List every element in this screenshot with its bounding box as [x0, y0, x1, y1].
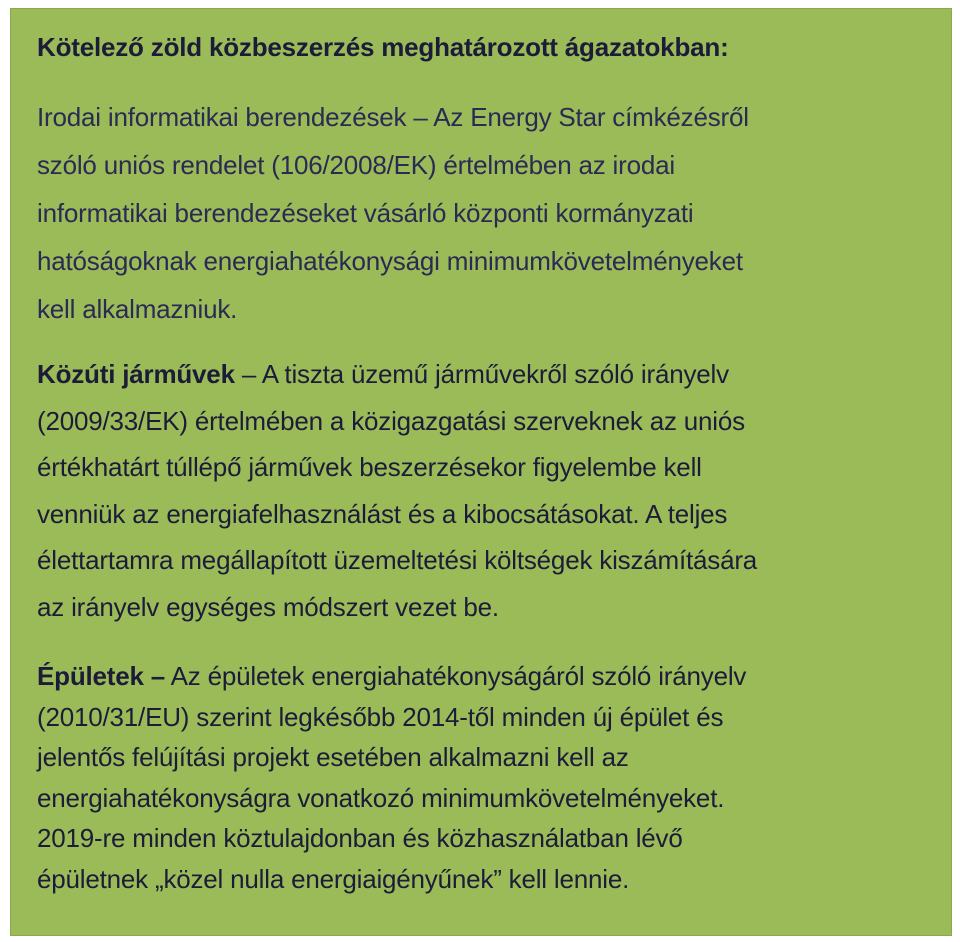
paragraph-title-buildings: Épületek –: [37, 661, 166, 691]
paragraph-line: informatikai berendezéseket vásárló központi kormányzati: [37, 198, 694, 228]
paragraph-line: kell alkalmazniuk.: [37, 294, 238, 324]
paragraph-line: 2019-re minden köztulajdonban és közhasználatban lévő: [37, 823, 683, 853]
paragraph-line: Irodai informatikai berendezések – Az Energy Star címkézésről: [37, 102, 749, 132]
panel-heading: Kötelező zöld közbeszerzés meghatározott ágazatokban:: [37, 32, 729, 62]
paragraph-line: az irányelv egységes módszert vezet be.: [37, 591, 499, 622]
paragraph-vehicles: [37, 351, 937, 630]
paragraph-line: energiahatékonyságra vonatkozó minimumkövetelményeket.: [37, 782, 725, 813]
paragraph-line: épületnek „közel nulla energiaigényűnek” kell lennie.: [37, 863, 630, 894]
paragraph-buildings: [37, 656, 937, 899]
paragraph-line-rest: – A tiszta üzemű járművekről szóló irányelv: [234, 359, 729, 389]
paragraph-line: hatóságoknak energiahatékonysági minimumkövetelményeket: [37, 246, 743, 276]
paragraph-line: jelentős felújítási projekt esetében alkalmazni kell az: [37, 742, 629, 772]
paragraph-line: venniük az energiafelhasználást és a kibocsátásokat. A teljes: [37, 498, 728, 529]
paragraph-line: élettartamra megállapított üzemeltetési költségek kiszámítására: [37, 545, 758, 575]
panel-text: [37, 25, 937, 899]
paragraph-first-line: [37, 656, 937, 697]
paragraph-line: (2009/33/EK) értelmében a közigazgatási szerveknek az uniós: [37, 405, 745, 436]
paragraph-line: értékhatárt túllépő járművek beszerzésekor figyelembe kell: [37, 452, 702, 482]
paragraph-line: (2010/31/EU) szerint legkésőbb 2014-től minden új épület és: [37, 701, 724, 732]
paragraph-office-it: [37, 93, 937, 333]
paragraph-title-vehicles: Közúti járművek: [37, 359, 235, 389]
paragraph-line: szóló uniós rendelet (106/2008/EK) értelmében az irodai: [37, 150, 675, 180]
paragraph-line-rest: Az épületek energiahatékonyságáról szóló irányelv: [165, 661, 747, 691]
paragraph-first-line: [37, 351, 937, 398]
green-info-panel: [10, 8, 952, 936]
